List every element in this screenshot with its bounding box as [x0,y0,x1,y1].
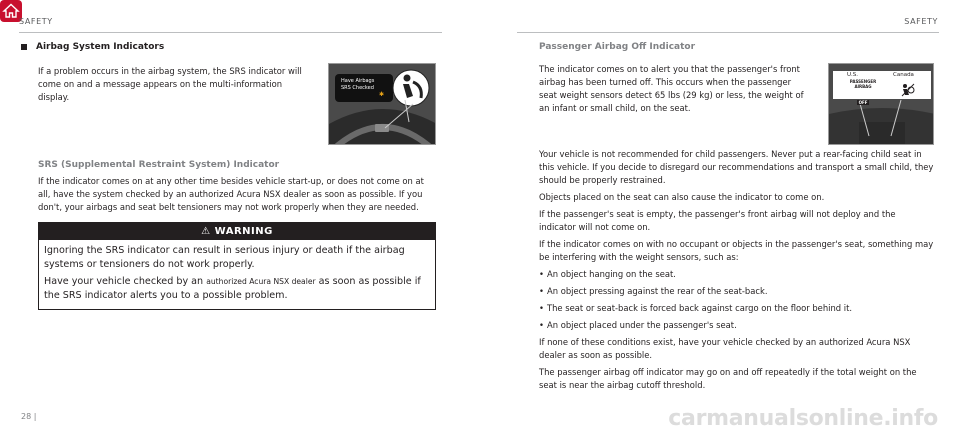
canada-label: Canada [893,72,914,78]
passenger-airbag-body [539,148,934,392]
section-label-right: SAFETY [904,17,938,26]
srs-body-text: If the indicator comes on at any other time besides vehicle start-up, or does not come on at all, have the system checked by an authorized Acura NSX dealer as soon as possible. If you don't, your airbags and seat belt tensioners may not work properly when they are needed. [38,176,424,212]
header-rule-right [517,32,939,33]
passenger-airbag-image [828,63,934,145]
indicator-text-1: PASSENGER [849,79,877,84]
list-item: • An object hanging on the seat. [539,268,934,281]
mid-display-line-2: SRS Checked [341,85,374,91]
srs-intro-text: If a problem occurs in the airbag system, the SRS indicator will come on and a message appears on the multi-information display. [38,66,302,102]
section-label-left: SAFETY [19,17,53,26]
warning-header [39,223,435,240]
interference-list [539,268,934,332]
list-item: • The seat or seat-back is forced back against cargo on the floor behind it. [539,302,934,315]
paragraph-dealer: If none of these conditions exist, have your vehicle checked by an authorized Acura NSX dealer as soon as possible. [539,337,911,360]
srs-indicator-icon: ✱ [379,91,385,98]
warning-text-1: Ignoring the SRS indicator can result in serious injury or death if the airbag systems or tensioners do not work properly. [44,245,405,270]
paragraph-interference: If the indicator comes on with no occupant or objects in the passenger's seat, something may be interfering with the weight sensors, such as: [539,239,934,262]
us-label: U.S. [847,72,859,78]
warning-box [38,222,436,310]
warning-label: WARNING [214,226,273,237]
page-number: 28 | [21,412,37,421]
header-rule-left [19,32,442,33]
paragraph-threshold: The passenger airbag off indicator may go on and off repeatedly if the total weight on the seat is near the airbag cutoff threshold. [539,367,917,390]
passenger-airbag-intro: The indicator comes on to alert you that the passenger's front airbag has been turned off. This occurs when the passenger seat weight sensors detect 65 lbs (29 kg) or less, the weight of an infant or small child, on the seat. [539,64,804,113]
list-item: • An object placed under the passenger's seat. [539,319,934,332]
canada-airbag-off-icon [901,82,915,96]
passenger-airbag-heading: Passenger Airbag Off Indicator [539,42,696,52]
watermark: carmanualsonline.info [668,406,938,431]
srs-heading: SRS (Supplemental Restraint System) Indicator [38,160,280,170]
airbag-indicators-heading [38,42,436,52]
indicator-text-2: AIRBAG [854,83,872,89]
us-indicator [847,79,879,105]
mid-display-line-1: Have Airbags [341,78,375,84]
warning-text-2: Have your vehicle checked by an authorized Acura NSX dealer as soon as possible if the SRS indicator alerts you to a possible problem. [44,276,421,301]
list-item: • An object pressing against the rear of the seat-back. [539,285,934,298]
paragraph-empty-seat: If the passenger's seat is empty, the passenger's front airbag will not deploy and the indicator will not come on. [539,209,896,232]
warning-triangle-icon: ⚠ [201,226,211,237]
paragraph-objects: Objects placed on the seat can also cause the indicator to come on. [539,192,825,202]
srs-dashboard-image [328,63,436,145]
paragraph-child-passengers: Your vehicle is not recommended for child passengers. Never put a rear-facing child seat in this vehicle. If you decide to disregard our recommendations and transport a small child, they should be properly restrained. [539,149,934,185]
heading-text: Airbag System Indicators [36,42,165,52]
square-bullet-icon [21,44,27,50]
indicator-panel [833,71,931,105]
indicator-off-label: OFF [858,100,868,105]
